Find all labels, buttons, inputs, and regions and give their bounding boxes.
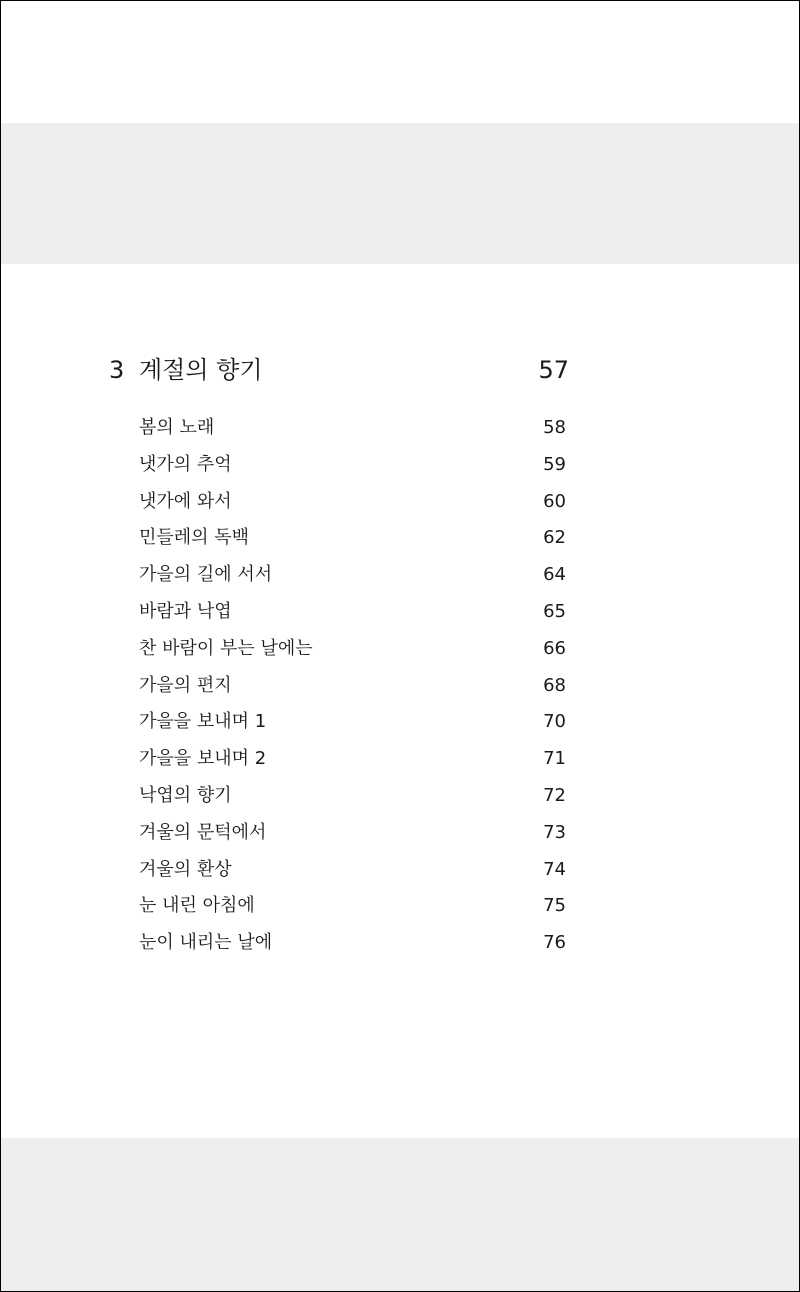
- table-of-contents: [139, 410, 566, 962]
- toc-entry-title: 가을의 길에 서서: [139, 564, 273, 586]
- toc-entry: [139, 888, 566, 925]
- toc-entry-page: 72: [543, 784, 566, 806]
- toc-entry-page: 74: [543, 858, 566, 880]
- toc-entry: [139, 520, 566, 557]
- toc-entry: [139, 778, 566, 815]
- toc-entry: [139, 704, 566, 741]
- toc-entry-page: 73: [543, 821, 566, 843]
- chapter-number: 3: [109, 356, 125, 384]
- toc-entry-title: 가을의 편지: [139, 674, 232, 696]
- toc-entry-title: 눈 내린 아침에: [139, 895, 255, 917]
- toc-entry: [139, 815, 566, 852]
- chapter-heading: [109, 350, 569, 390]
- toc-entry-title: 겨울의 환상: [139, 858, 232, 880]
- toc-entry-page: 60: [543, 490, 566, 512]
- toc-entry: [139, 484, 566, 521]
- toc-entry-page: 62: [543, 527, 566, 549]
- toc-entry: [139, 594, 566, 631]
- toc-entry-title: 눈이 내리는 날에: [139, 932, 273, 954]
- toc-entry: [139, 557, 566, 594]
- toc-entry-title: 냇가에 와서: [139, 490, 232, 512]
- toc-entry-title: 봄의 노래: [139, 417, 215, 438]
- toc-entry-title: 가을을 보내며 1: [139, 711, 267, 733]
- toc-entry-page: 76: [543, 932, 566, 954]
- chapter-page-number: 57: [538, 356, 569, 384]
- bottom-gray-band: [1, 1138, 799, 1291]
- toc-entry-title: 낙엽의 향기: [139, 784, 232, 806]
- toc-entry-page: 70: [543, 711, 566, 733]
- toc-entry-title: 냇가의 추억: [139, 453, 232, 475]
- toc-entry: [139, 410, 566, 447]
- toc-entry: [139, 447, 566, 484]
- toc-entry: [139, 631, 566, 668]
- toc-entry-page: 68: [543, 674, 566, 696]
- toc-entry-page: 66: [543, 637, 566, 659]
- toc-entry-page: 65: [543, 600, 566, 622]
- toc-entry: [139, 925, 566, 962]
- toc-entry-title: 가을을 보내며 2: [139, 748, 267, 770]
- toc-entry-title: 찬 바람이 부는 날에는: [139, 637, 313, 659]
- top-gray-band: [1, 123, 799, 264]
- toc-entry-page: 75: [543, 895, 566, 917]
- chapter-title: 계절의 향기: [139, 356, 263, 384]
- toc-entry: [139, 741, 566, 778]
- toc-entry-page: 58: [543, 417, 566, 438]
- toc-entry-title: 바람과 낙엽: [139, 600, 232, 622]
- toc-entry-page: 64: [543, 564, 566, 586]
- toc-entry: [139, 852, 566, 889]
- toc-entry: [139, 668, 566, 705]
- toc-entry-page: 71: [543, 748, 566, 770]
- toc-entry-title: 겨울의 문턱에서: [139, 821, 267, 843]
- toc-entry-page: 59: [543, 453, 566, 475]
- toc-entry-title: 민들레의 독백: [139, 527, 250, 549]
